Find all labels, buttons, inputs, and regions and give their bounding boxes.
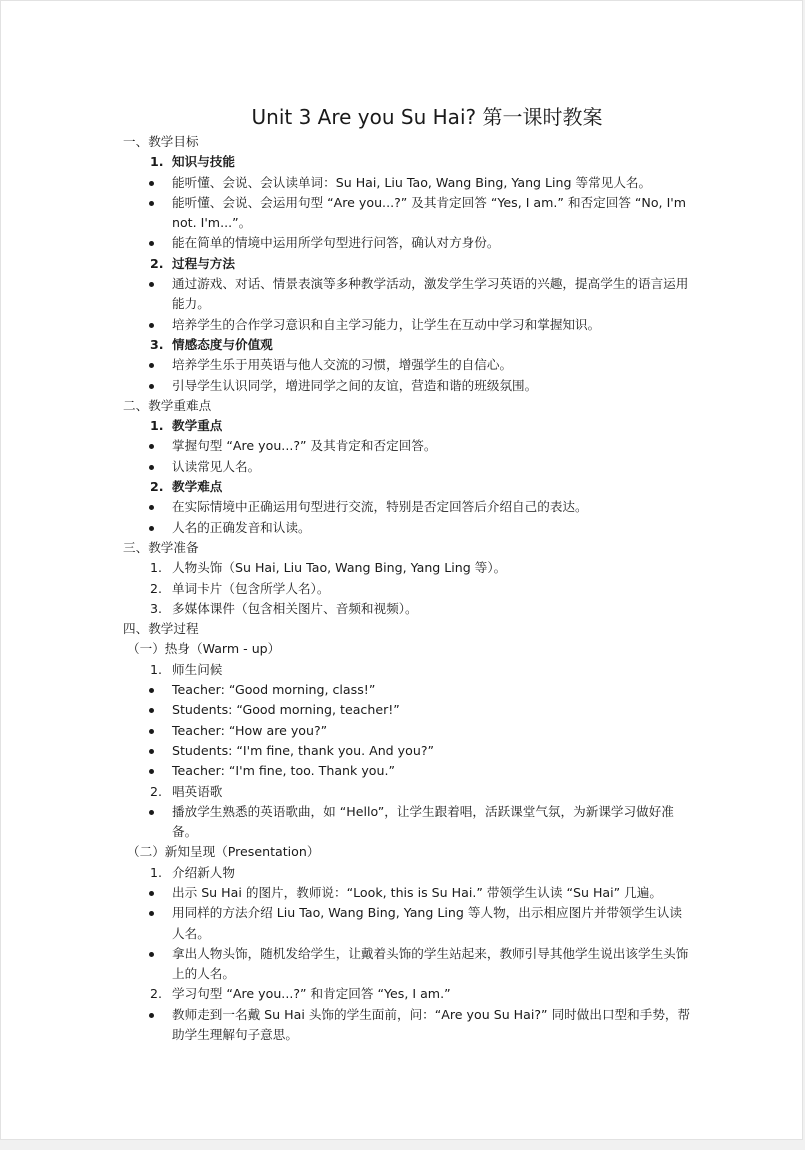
item-text: 介绍新人物 [172,864,235,880]
bullet-text: Students: “I'm fine, thank you. And you?” [172,742,435,758]
bullet-text: Teacher: “I'm fine, too. Thank you.” [172,763,395,779]
numbered-subheading [123,335,693,355]
item-text: 知识与技能 [172,154,235,170]
bullet-icon [149,1013,154,1018]
bullet-text: 能在简单的情境中运用所学句型进行问答，确认对方身份。 [172,235,500,251]
bullet-icon [149,505,154,510]
item-text: 单词卡片（包含所学人名）。 [172,580,330,596]
bullet-item [123,944,693,985]
bullet-item [123,802,693,843]
item-number: 2. [150,580,163,596]
item-number: 1. [150,418,164,434]
bullet-item [123,315,693,335]
bullet-icon [149,891,154,896]
bullet-text: 拿出人物头饰，随机发给学生，让戴着头饰的学生站起来，教师引导其他学生说出该学生头饰上的人名。 [172,945,689,982]
item-number: 1. [150,661,163,677]
numbered-item [123,863,693,883]
document-title: Unit 3 Are you Su Hai? 第一课时教案 [251,105,603,129]
numbered-subheading [123,254,693,274]
item-number: 2. [150,255,164,271]
item-number: 1. [150,560,163,576]
bullet-icon [149,363,154,368]
bullet-item [123,274,693,315]
bullet-item [123,457,693,477]
section-heading: 二、教学重难点 [123,397,212,413]
numbered-item [123,599,693,619]
bullet-icon [149,444,154,449]
lesson-plan-content [123,104,693,1045]
bullet-icon [149,952,154,957]
bullet-icon [149,810,154,815]
item-number: 2. [150,783,163,799]
bullet-item [123,376,693,396]
bullet-text: 通过游戏、对话、情景表演等多种教学活动，激发学生学习英语的兴趣，提高学生的语言运用能力。 [172,276,689,312]
numbered-item [123,660,693,680]
bullet-icon [149,201,154,206]
bullet-text: 认读常见人名。 [172,458,261,474]
bullet-icon [149,241,154,246]
bullet-text: 播放学生熟悉的英语歌曲，如 “Hello”，让学生跟着唱，活跃课堂气氛，为新课学习做好准备。 [172,803,674,840]
bullet-icon [149,769,154,774]
bullet-icon [149,282,154,287]
item-number: 1. [150,864,163,880]
bullet-icon [149,181,154,186]
numbered-subheading [123,152,693,172]
numbered-subheading [123,416,693,436]
bullet-item [123,680,693,700]
bullet-icon [149,749,154,754]
bullet-item [123,700,693,720]
numbered-item [123,558,693,578]
bullet-item [123,741,693,761]
bullet-item [123,233,693,253]
bullet-text: Teacher: “How are you?” [172,722,328,738]
item-text: 教学重点 [172,418,223,434]
bullet-text: 能听懂、会说、会运用句型 “Are you...?” 及其肯定回答 “Yes, I am.” 和否定回答 “No, I'm not. I'm...”。 [172,194,687,231]
bullet-item [123,355,693,375]
bullet-text: 用同样的方法介绍 Liu Tao, Wang Bing, Yang Ling 等人物，出示相应图片并带领学生认读人名。 [172,905,682,941]
item-number: 3. [150,336,164,352]
item-text: 过程与方法 [172,255,235,271]
bullet-text: 出示 Su Hai 的图片，教师说：“Look, this is Su Hai.” 带领学生认读 “Su Hai” 几遍。 [172,884,662,900]
bullet-text: 能听懂、会说、会认读单词：Su Hai, Liu Tao, Wang Bing, Yang Ling 等常见人名。 [172,174,652,190]
section-heading: 一、教学目标 [123,134,199,149]
bullet-icon [149,323,154,328]
document-body [123,132,693,1045]
item-text: 学习句型 “Are you...?” 和肯定回答 “Yes, I am.” [172,986,451,1002]
bullet-text: 人名的正确发音和认读。 [172,519,311,535]
bullet-item [123,903,693,944]
item-number: 2. [150,479,164,495]
item-text: 情感态度与价值观 [172,336,273,352]
bullet-item [123,1005,693,1046]
subsection-heading: （二）新知呈现（Presentation） [127,844,320,860]
bullet-text: Students: “Good morning, teacher!” [172,702,400,718]
bullet-icon [149,911,154,916]
bullet-text: 掌握句型 “Are you...?” 及其肯定和否定回答。 [172,438,437,454]
bullet-item [123,193,693,234]
bullet-icon [149,384,154,389]
bullet-text: 培养学生的合作学习意识和自主学习能力，让学生在互动中学习和掌握知识。 [172,316,601,332]
item-text: 人物头饰（Su Hai, Liu Tao, Wang Bing, Yang Ling 等）。 [172,560,507,576]
item-text: 唱英语歌 [172,783,223,799]
bullet-text: 引导学生认识同学，增进同学之间的友谊，营造和谐的班级氛围。 [172,377,538,393]
bullet-text: 教师走到一名戴 Su Hai 头饰的学生面前，问：“Are you Su Hai?” 同时做出口型和手势，帮助学生理解句子意思。 [172,1006,691,1043]
item-number: 3. [150,600,163,616]
item-number: 2. [150,986,163,1002]
bullet-icon [149,708,154,713]
bullet-icon [149,526,154,531]
section-heading: 三、教学准备 [123,539,199,555]
numbered-item [123,984,693,1004]
bullet-item [123,173,693,193]
item-number: 1. [150,154,164,170]
item-text: 多媒体课件（包含相关图片、音频和视频）。 [172,600,418,616]
bullet-text: Teacher: “Good morning, class!” [172,682,376,698]
subsection-heading: （一）热身（Warm - up） [127,641,281,657]
bullet-item [123,436,693,456]
bullet-item [123,518,693,538]
bullet-icon [149,688,154,693]
bullet-text: 在实际情境中正确运用句型进行交流，特别是否定回答后介绍自己的表达。 [172,499,588,515]
bullet-icon [149,729,154,734]
bullet-text: 培养学生乐于用英语与他人交流的习惯，增强学生的自信心。 [172,357,513,373]
numbered-item [123,782,693,802]
bullet-item [123,497,693,517]
item-text: 教学难点 [172,479,223,495]
numbered-subheading [123,477,693,497]
bullet-icon [149,465,154,470]
bullet-item [123,761,693,781]
item-text: 师生问候 [172,661,223,677]
numbered-item [123,579,693,599]
bullet-item [123,883,693,903]
section-heading: 四、教学过程 [123,621,199,637]
bullet-item [123,721,693,741]
